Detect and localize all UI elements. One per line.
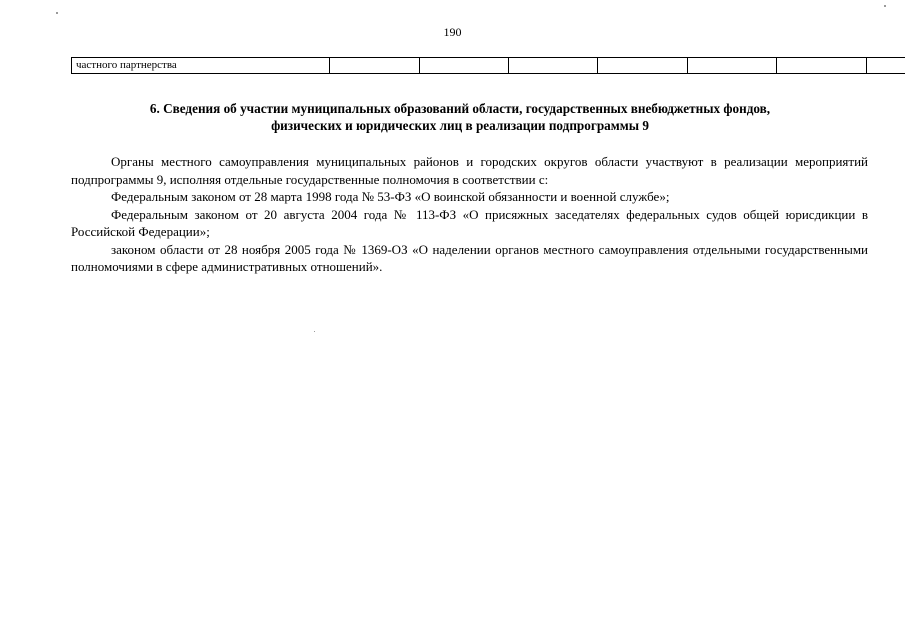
table-cell (598, 58, 688, 74)
table-cell (509, 58, 598, 74)
table-cell (688, 58, 777, 74)
paragraph: Федеральным законом от 20 августа 2004 года № 113-ФЗ «О присяжных заседателях федеральных судов общей юрисдикции в Российской Федерации»; (71, 206, 868, 239)
section-title (90, 100, 830, 134)
scan-speck (314, 331, 315, 332)
table-cell: частного партнерства (72, 58, 330, 74)
body-text (71, 153, 868, 276)
table-cell (420, 58, 509, 74)
paragraph: законом области от 28 ноября 2005 года № 1369-ОЗ «О наделении органов местного самоуправления отдельными государственными полномочиями в сфере административных отношений». (71, 241, 868, 274)
scan-speck (56, 12, 58, 14)
section-title-line-2: физических и юридических лиц в реализации подпрограммы 9 (271, 118, 649, 133)
continuation-table (71, 57, 905, 74)
table-cell (777, 58, 867, 74)
paragraph: Федеральным законом от 28 марта 1998 года № 53-ФЗ «О воинской обязанности и военной службе»; (111, 189, 670, 204)
paragraph: Органы местного самоуправления муниципальных районов и городских округов области участвуют в реализации мероприятий подпрограммы 9, исполняя отдельные государственные полномочия в соответствии с: (71, 154, 868, 187)
table-row (72, 58, 905, 74)
section-title-line-1: 6. Сведения об участии муниципальных образований области, государственных внебюджетных фондов, (149, 101, 771, 116)
table-cell (867, 58, 905, 74)
table-cell (330, 58, 420, 74)
page-number: 190 (443, 25, 462, 39)
scan-speck (884, 5, 886, 7)
